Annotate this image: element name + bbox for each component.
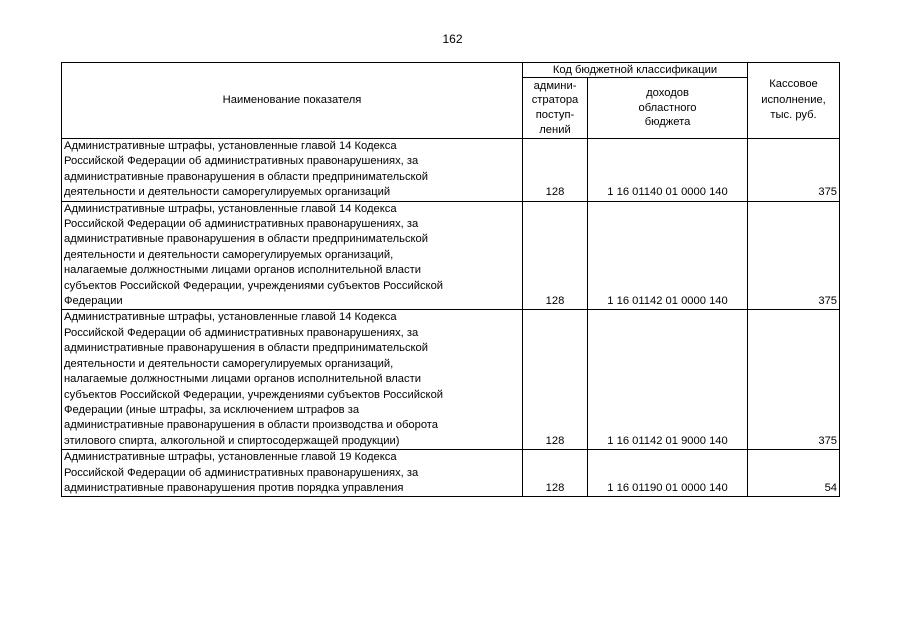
table-row [62,310,840,450]
row-income-code: 1 16 01142 01 9000 140 [588,310,748,450]
header-admin [523,78,588,139]
row-execution-value: 375 [748,310,840,450]
header-name-label: Наименование показателя [222,93,362,106]
row-name: Административные штрафы, установленные главой 14 Кодекса Российской Федерации об административных правонарушениях, за административные правонарушения в области предпринимательской деятельности и деятельности саморегулируемых организаций, налагаемые должностными лицами органов исполнительной власти субъектов Российской Федерации, учреждениями субъектов Российской Федерации [62,201,523,310]
row-admin-code: 128 [523,139,588,202]
header-admin-label: админи- стратора поступ- лений [531,79,579,136]
row-name: Административные штрафы, установленные главой 14 Кодекса Российской Федерации об административных правонарушениях, за административные правонарушения в области предпринимательской деятельности и деятельности саморегулируемых организаций [62,139,523,202]
row-income-code: 1 16 01190 01 0000 140 [588,450,748,497]
row-name: Административные штрафы, установленные главой 19 Кодекса Российской Федерации об административных правонарушениях, за административные правонарушения против порядка управления [62,450,523,497]
row-income-code: 1 16 01140 01 0000 140 [588,139,748,202]
header-name [62,63,523,139]
row-execution-value: 375 [748,201,840,310]
table-row [62,139,840,202]
row-admin-code: 128 [523,310,588,450]
table-row [62,450,840,497]
row-admin-code: 128 [523,450,588,497]
header-income [588,78,748,139]
page-number: 162 [442,32,463,46]
budget-table [61,62,840,497]
header-kbk-group: Код бюджетной классификации [523,63,748,78]
header-execution [748,63,840,139]
row-execution-value: 375 [748,139,840,202]
row-income-code: 1 16 01142 01 0000 140 [588,201,748,310]
header-execution-label: Кассовое исполнение, тыс. руб. [761,78,826,122]
header-income-label: доходов областного бюджета [638,87,697,129]
row-admin-code: 128 [523,201,588,310]
table-row [62,201,840,310]
row-execution-value: 54 [748,450,840,497]
row-name: Административные штрафы, установленные главой 14 Кодекса Российской Федерации об административных правонарушениях, за административные правонарушения в области предпринимательской деятельности и деятельности саморегулируемых организаций, налагаемые должностными лицами органов исполнительной власти субъектов Российской Федерации, учреждениями субъектов Российской Федерации (иные штрафы, за исключением штрафов за административные правонарушения в области производства и оборота этилового спирта, алкогольной и спиртосодержащей продукции) [62,310,523,450]
